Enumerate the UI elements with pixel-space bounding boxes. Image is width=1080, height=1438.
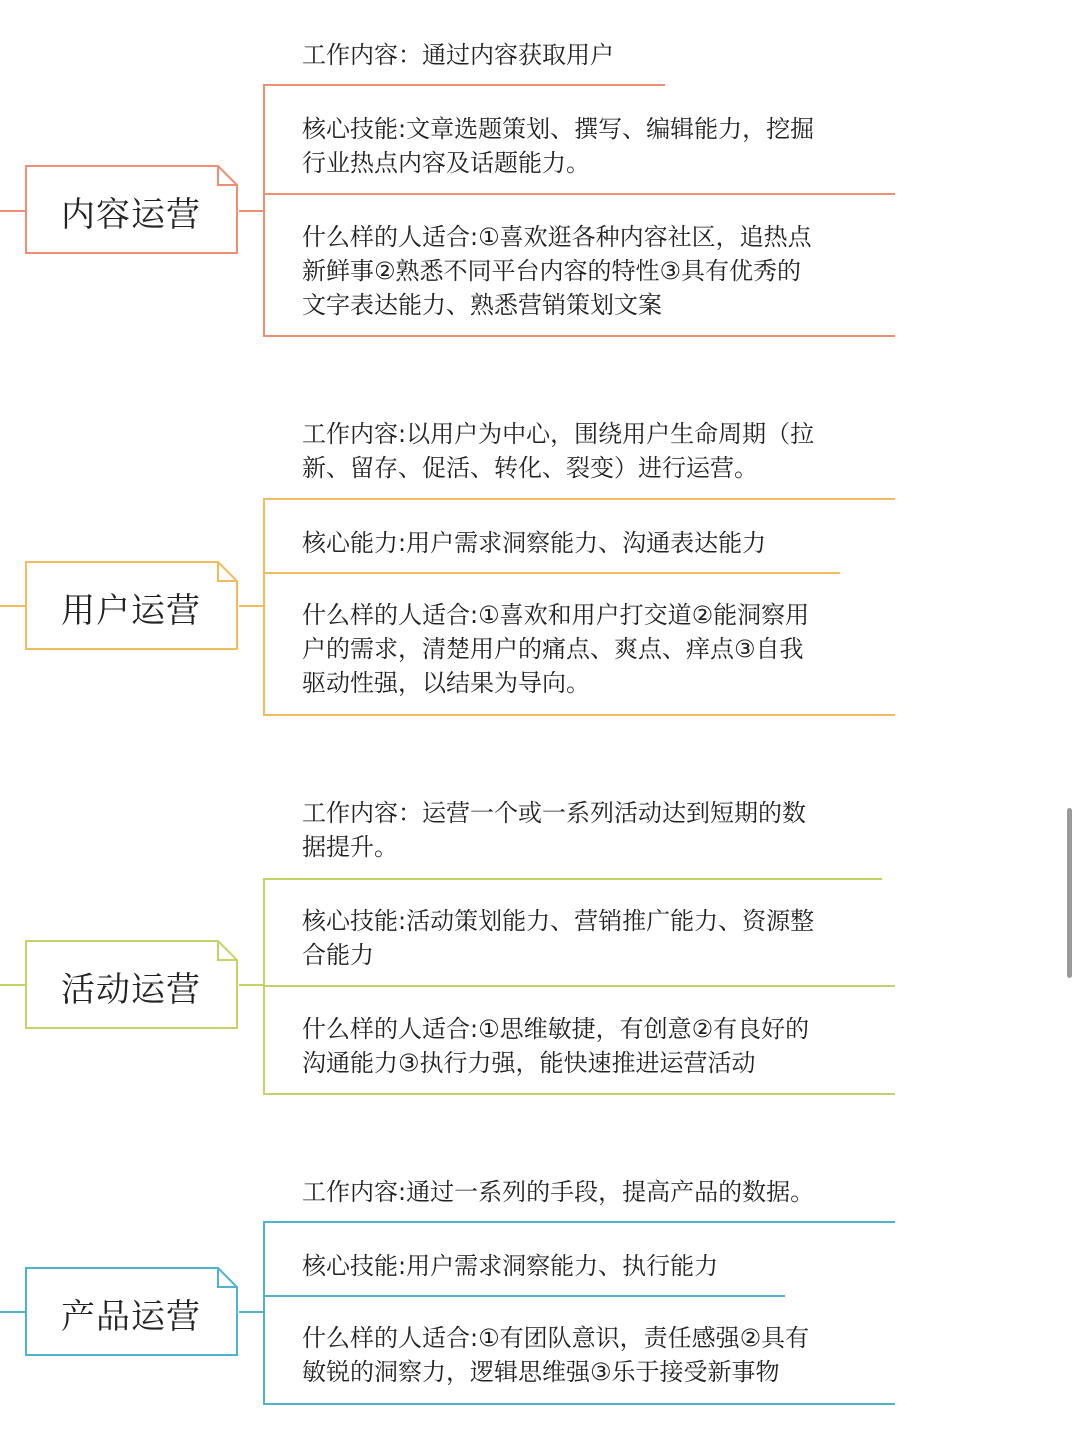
branch-text-line: 文字表达能力、熟悉营销策划文案 [302, 291, 662, 319]
branch-text-line: 行业热点内容及话题能力。 [302, 149, 590, 177]
topic-title: 活动运营 [61, 969, 201, 1010]
branch-underline [263, 1221, 895, 1223]
branch-item [302, 904, 814, 972]
branch-item [302, 796, 806, 864]
branch-text-line: 户的需求，清楚用户的痛点、爽点、痒点③自我 [302, 635, 804, 663]
branch-item [302, 1012, 809, 1080]
topic-node-content-ops[interactable] [27, 167, 239, 255]
branch-underline [263, 498, 895, 500]
topic-node-activity-ops[interactable] [27, 942, 239, 1030]
topic-title: 用户运营 [61, 590, 201, 631]
branch-text-line: 据提升。 [302, 833, 398, 861]
branch-item [302, 526, 766, 560]
branch-text-line: 核心能力:用户需求洞察能力、沟通表达能力 [302, 529, 767, 557]
branch-text-line: 核心技能:用户需求洞察能力、执行能力 [302, 1252, 719, 1280]
connector-node-trunk [238, 210, 264, 212]
branch-item [302, 417, 814, 485]
branch-text-line: 工作内容:通过一系列的手段，提高产品的数据。 [302, 1178, 815, 1206]
branch-text-line: 新鲜事②熟悉不同平台内容的特性③具有优秀的 [302, 257, 802, 285]
branch-underline [263, 572, 840, 574]
branch-text-line: 工作内容：通过内容获取用户 [302, 41, 614, 69]
topic-node-user-ops[interactable] [27, 563, 239, 651]
scrollbar[interactable] [1067, 808, 1072, 978]
branch-text-line: 核心技能:文章选题策划、撰写、编辑能力，挖掘 [302, 115, 815, 143]
branch-item [302, 1175, 814, 1209]
branch-item [302, 1321, 809, 1389]
branch-text-line: 核心技能:活动策划能力、营销推广能力、资源整 [302, 907, 815, 935]
branch-item [302, 220, 812, 322]
branch-item [302, 1249, 718, 1283]
topic-title: 产品运营 [61, 1296, 201, 1337]
branch-underline [263, 714, 895, 716]
topic-title: 内容运营 [61, 194, 201, 235]
connector-trunk [263, 498, 265, 716]
topic-node-product-ops[interactable] [27, 1269, 239, 1357]
branch-underline [263, 1403, 895, 1405]
branch-text-line: 什么样的人适合:①思维敏捷，有创意②有良好的 [302, 1015, 810, 1043]
connector-trunk [263, 1221, 265, 1405]
branch-item [302, 112, 814, 180]
branch-text-line: 敏锐的洞察力，逻辑思维强③乐于接受新事物 [302, 1358, 780, 1386]
branch-underline [263, 1295, 785, 1297]
branch-underline [263, 193, 895, 195]
branch-text-line: 什么样的人适合:①喜欢和用户打交道②能洞察用 [302, 601, 810, 629]
branch-underline [263, 335, 895, 337]
branch-text-line: 新、留存、促活、转化、裂变）进行运营。 [302, 454, 758, 482]
branch-text-line: 沟通能力③执行力强，能快速推进运营活动 [302, 1049, 756, 1077]
connector-node-trunk [238, 1311, 264, 1313]
branch-text-line: 什么样的人适合:①喜欢逛各种内容社区，追热点 [302, 223, 812, 251]
branch-underline [263, 985, 895, 987]
connector-node-trunk [238, 605, 264, 607]
branch-text-line: 工作内容：运营一个或一系列活动达到短期的数 [302, 799, 806, 827]
branch-underline [263, 1093, 895, 1095]
branch-text-line: 什么样的人适合:①有团队意识，责任感强②具有 [302, 1324, 810, 1352]
branch-underline [263, 84, 665, 86]
branch-underline [263, 878, 882, 880]
branch-text-line: 驱动性强，以结果为导向。 [302, 669, 590, 697]
connector-node-trunk [238, 984, 264, 986]
connector-trunk [263, 84, 265, 337]
branch-item [302, 598, 809, 700]
branch-text-line: 合能力 [302, 941, 374, 969]
branch-text-line: 工作内容:以用户为中心，围绕用户生命周期（拉 [302, 420, 815, 448]
branch-item [302, 38, 614, 72]
